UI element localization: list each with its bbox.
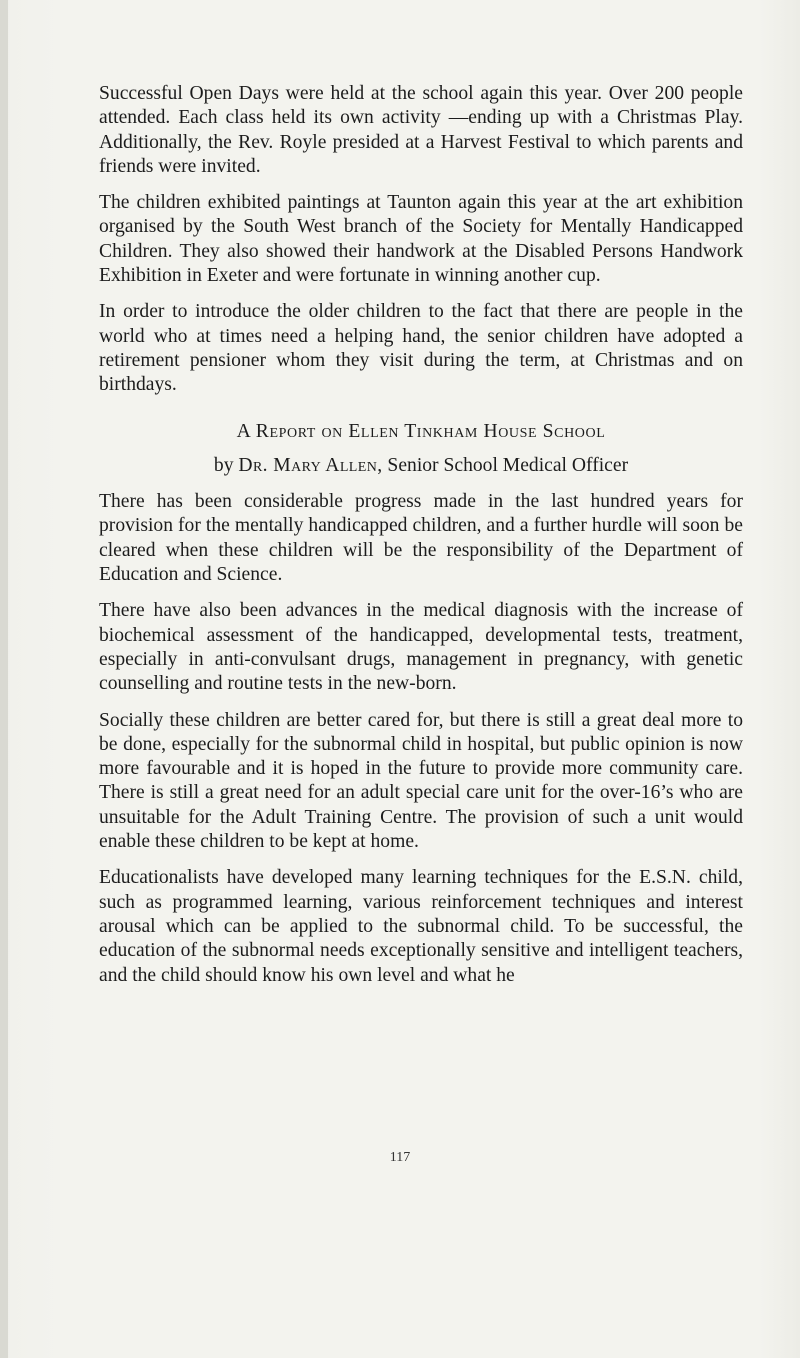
paragraph-open-days: Successful Open Days were held at the school again this year. Over 200 people attended. Each class held its own activity —ending up with a Christmas Play. Additionally, the Rev. Royle presided at a Harvest Festival to which parents and friends were invited. bbox=[99, 83, 743, 177]
byline-name: Dr. Mary Allen, bbox=[238, 454, 383, 476]
paragraph-exhibitions: The children exhibited paintings at Taunton again this year at the art exhibition organised by the South West branch of the Society for Mentally Handicapped Children. They also showed their handwork at the Disabled Persons Handwork Exhibition in Exeter and were fortunate in winning another cup. bbox=[99, 192, 743, 287]
paragraph-progress: There has been considerable progress made in the last hundred years for provision for the mentally handicapped children, and a further hurdle will soon be cleared when these children will be the responsibility of the Department of Education and Science. bbox=[99, 491, 743, 586]
paragraph-social-care: Socially these children are better cared for, but there is still a great deal more to be done, especially for the subnormal child in hospital, but public opinion is now more favourable and it is hoped in the future to provide more community care. There is still a great need for an adult special care unit for the over-16’s who are unsuitable for the Adult Training Centre. The provision of such a unit would enable these children to be kept at home. bbox=[99, 709, 743, 853]
paragraph-medical-advances: There have also been advances in the medical diagnosis with the increase of biochemical assessment of the handicapped, developmental tests, treatment, especially in anti-convulsant drugs, management in pregnancy, with genetic counselling and routine tests in the new-born. bbox=[99, 600, 743, 695]
paragraph-educationalists: Educationalists have developed many learning techniques for the E.S.N. child, such as programmed learning, various reinforcement techniques and interest arousal which can be applied to the subnormal child. To be successful, the education of the subnormal needs exceptionally sensitive and intelligent teachers, and the child should know his own level and what he bbox=[99, 867, 743, 986]
page-number: 117 bbox=[389, 1150, 411, 1165]
report-byline bbox=[99, 454, 743, 478]
body-text bbox=[99, 82, 743, 988]
byline-prefix: by bbox=[213, 454, 234, 476]
byline-role: Senior School Medical Officer bbox=[387, 454, 629, 476]
paragraph-pensioner: In order to introduce the older children to the fact that there are people in the world who at times need a helping hand, the senior children have adopted a retirement pensioner whom they visit during the term, at Christmas and on birthdays. bbox=[99, 301, 743, 396]
report-title: A Report on Ellen Tinkham House School bbox=[236, 420, 606, 442]
